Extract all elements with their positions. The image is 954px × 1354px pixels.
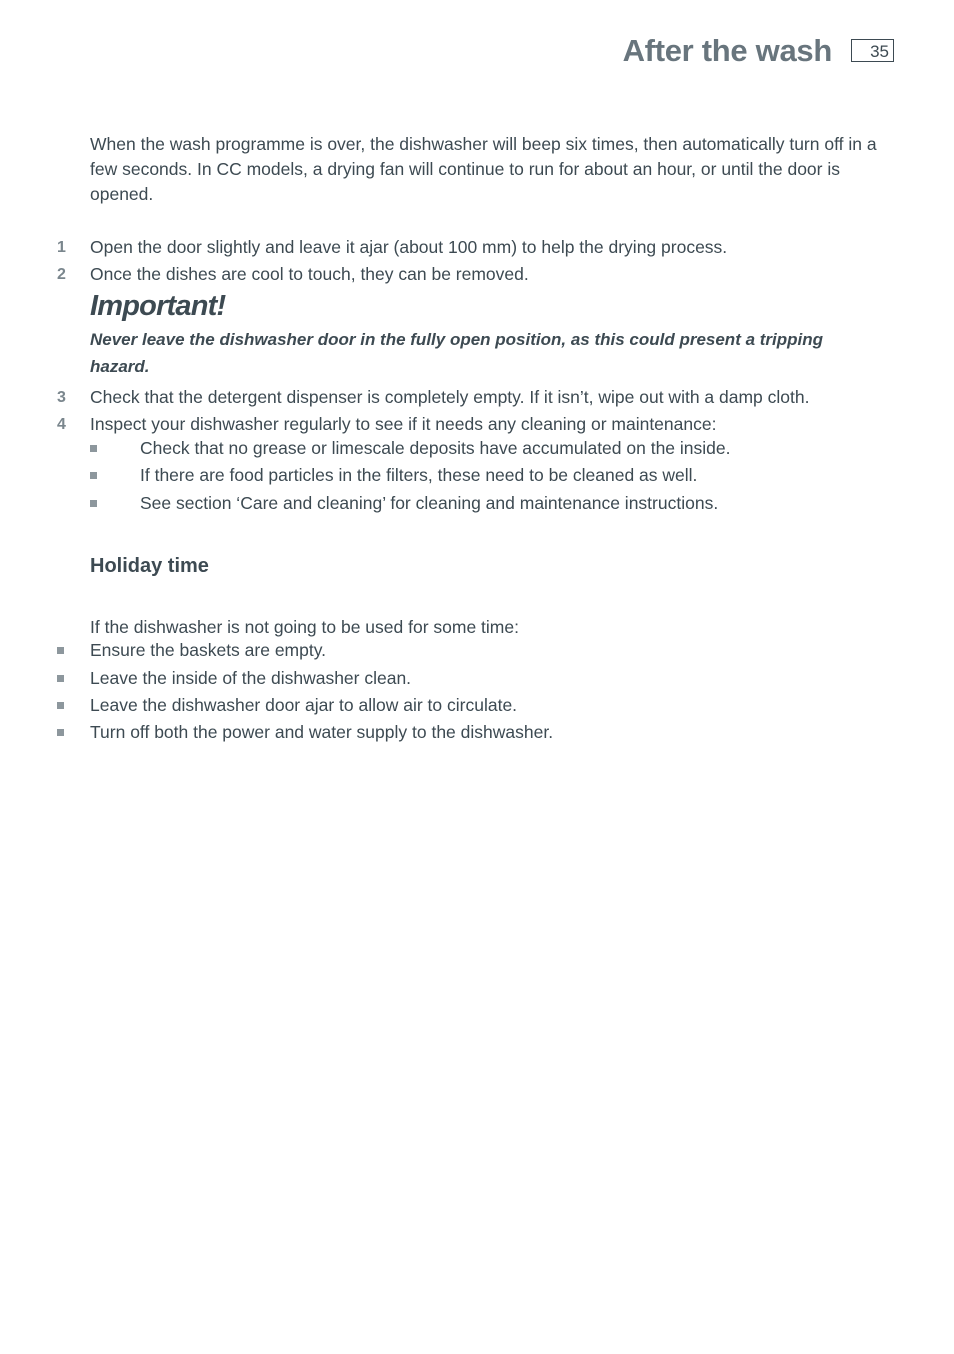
list-item <box>0 435 900 462</box>
step-item <box>0 261 920 288</box>
square-bullet-icon <box>57 675 64 682</box>
page-number: 35 <box>870 42 889 61</box>
list-item <box>0 490 900 517</box>
list-item-text: Check that no grease or limescale deposits have accumulated on the inside. <box>140 438 731 458</box>
list-item <box>0 719 900 746</box>
step-item <box>0 384 920 411</box>
square-bullet-icon <box>57 702 64 709</box>
page-title: After the wash <box>622 33 832 68</box>
list-item-text: If there are food particles in the filters, these need to be cleaned as well. <box>140 465 698 485</box>
step-text: Once the dishes are cool to touch, they can be removed. <box>90 264 529 284</box>
list-item <box>0 665 900 692</box>
holiday-intro: If the dishwasher is not going to be used for some time: <box>90 617 519 637</box>
step-number: 4 <box>57 416 66 433</box>
list-item-text: Ensure the baskets are empty. <box>90 640 327 660</box>
step-text: Open the door slightly and leave it ajar (about 100 mm) to help the drying process. <box>90 237 728 257</box>
square-bullet-icon <box>57 729 64 736</box>
list-item <box>0 637 900 664</box>
step-number: 2 <box>57 266 66 283</box>
intro-paragraph: When the wash programme is over, the dishwasher will beep six times, then automatically turn off in a few seconds. In CC models, a drying fan will continue to run for about an hour, or until the door is opened. <box>90 134 877 204</box>
list-item <box>0 692 900 719</box>
list-item-text: Turn off both the power and water supply to the dishwasher. <box>90 722 554 742</box>
square-bullet-icon <box>90 472 97 479</box>
important-heading: Important! <box>90 290 226 322</box>
list-item <box>0 462 900 489</box>
step-text: Check that the detergent dispenser is completely empty. If it isn’t, wipe out with a damp cloth. <box>90 387 810 407</box>
square-bullet-icon <box>90 500 97 507</box>
step-number: 1 <box>57 239 66 256</box>
step-item <box>0 234 920 261</box>
list-item-text: Leave the inside of the dishwasher clean. <box>90 668 412 688</box>
square-bullet-icon <box>57 647 64 654</box>
step-text: Inspect your dishwasher regularly to see if it needs any cleaning or maintenance: <box>90 414 717 434</box>
step-item <box>0 411 920 438</box>
list-item-text: See section ‘Care and cleaning’ for cleaning and maintenance instructions. <box>140 493 719 513</box>
square-bullet-icon <box>90 445 97 452</box>
important-warning: Never leave the dishwasher door in the fully open position, as this could present a tripping hazard. <box>90 330 824 376</box>
list-item-text: Leave the dishwasher door ajar to allow air to circulate. <box>90 695 518 715</box>
page-number-box <box>851 39 894 62</box>
section-heading-holiday: Holiday time <box>90 555 209 577</box>
step-number: 3 <box>57 389 66 406</box>
